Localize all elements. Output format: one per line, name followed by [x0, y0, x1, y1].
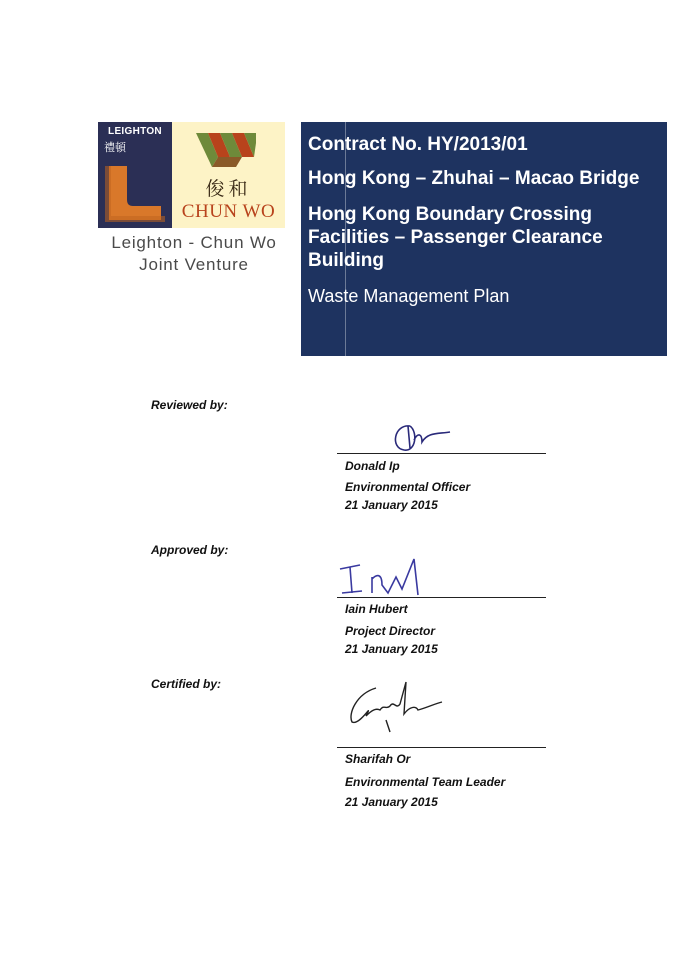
reviewed-by-label: Reviewed by:	[151, 398, 228, 412]
reviewer-date: 21 January 2015	[345, 498, 438, 512]
certified-by-label: Certified by:	[151, 677, 222, 691]
approved-by-label: Approved by:	[151, 543, 229, 557]
reviewer-title: Environmental Officer	[345, 480, 471, 494]
reviewer-name: Donald Ip	[345, 459, 400, 473]
chun-wo-cjk-name: 俊和	[205, 178, 252, 200]
chun-wo-logo	[172, 122, 285, 228]
contract-number: Contract No. HY/2013/01	[308, 134, 528, 155]
leighton-brand-cjk: 禮頓	[104, 142, 126, 154]
leighton-logo	[98, 122, 172, 228]
facility-name: Hong Kong Boundary Crossing Facilities – Passenger Clearance Building	[308, 204, 603, 271]
certifier-date: 21 January 2015	[345, 795, 438, 809]
signature-line	[337, 747, 546, 748]
signature-line	[337, 453, 546, 454]
joint-venture-label: Joint Venture	[139, 255, 249, 274]
title-panel	[301, 122, 667, 356]
approver-title: Project Director	[345, 624, 436, 638]
leighton-brand-text: LEIGHTON	[108, 126, 162, 137]
bridge-name: Hong Kong – Zhuhai – Macao Bridge	[308, 168, 640, 189]
chun-wo-name: CHUN WO	[181, 201, 276, 222]
signature-line	[337, 597, 546, 598]
leighton-l-mark-icon	[105, 166, 165, 222]
chun-wo-mark-icon	[196, 127, 260, 171]
approver-name: Iain Hubert	[345, 602, 408, 616]
document-title: Waste Management Plan	[308, 286, 510, 306]
joint-venture-name: Leighton - Chun Wo	[111, 233, 277, 252]
reviewer-signature	[388, 418, 458, 454]
approver-signature	[338, 555, 438, 599]
approver-date: 21 January 2015	[345, 642, 438, 656]
certifier-signature	[346, 680, 446, 736]
certifier-title: Environmental Team Leader	[345, 775, 506, 789]
certifier-name: Sharifah Or	[345, 752, 411, 766]
